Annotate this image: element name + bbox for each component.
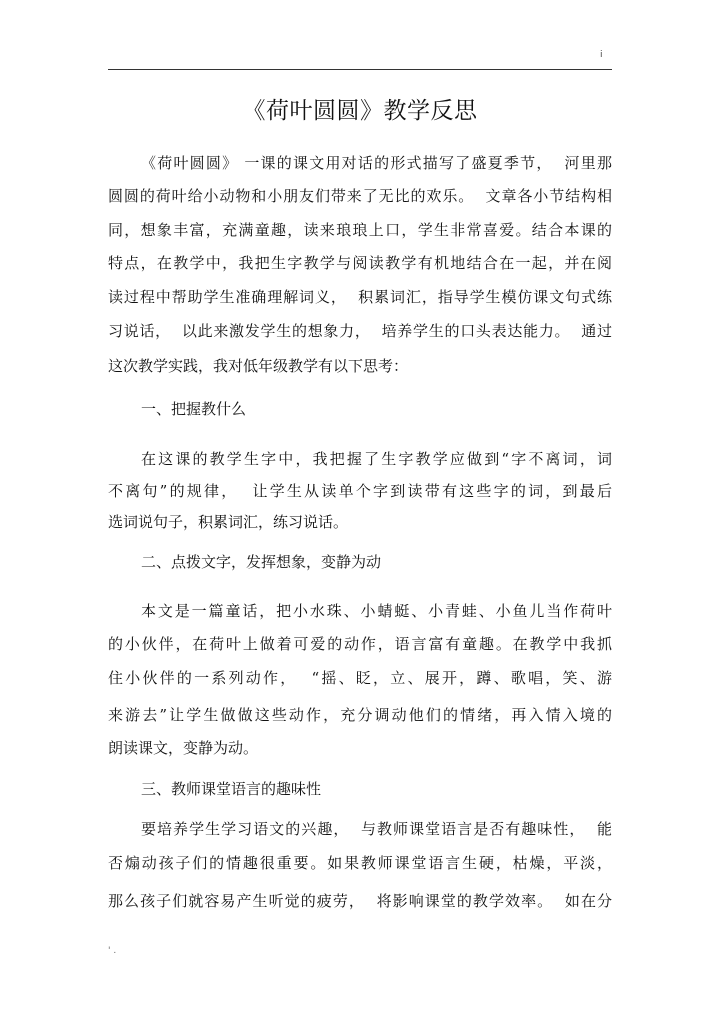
paragraph-1-line-6: 习说话， 以此来激发学生的想象力， 培养学生的口头表达能力。 通过 xyxy=(108,322,612,340)
section-heading-2: 二、点拨文字，发挥想象，变静为动 xyxy=(141,553,382,571)
section-heading-1: 一、把握教什么 xyxy=(141,400,247,418)
paragraph-1-line-4: 特点，在教学中，我把生字教学与阅读教学有机地结合在一起，并在阅 xyxy=(108,254,612,272)
paragraph-3-line-1: 本文是一篇童话，把小水珠、小蜻蜓、小青蛙、小鱼儿当作荷叶 xyxy=(141,602,612,620)
paragraph-1-line-2: 圆圆的荷叶给小动物和小朋友们带来了无比的欢乐。 文章各小节结构相 xyxy=(108,187,612,205)
paragraph-2-line-2: 不离句”的规律， 让学生从读单个字到读带有这些字的词，到最后 xyxy=(108,482,612,500)
paragraph-1-line-7: 这次教学实践，我对低年级教学有以下思考： xyxy=(108,357,409,375)
paragraph-3-line-5: 朗读课文，变静为动。 xyxy=(108,739,259,757)
paragraph-3-line-4: 来游去”让学生做做这些动作，充分调动他们的情绪，再入情入境的 xyxy=(108,706,612,724)
paragraph-4-line-1: 要培养学生学习语文的兴趣， 与教师课堂语言是否有趣味性， 能 xyxy=(141,820,612,838)
paragraph-1-line-1: 《荷叶圆圆》 一课的课文用对话的形式描写了盛夏季节， 河里那 xyxy=(141,154,612,172)
paragraph-1-line-3: 同，想象丰富，充满童趣，读来琅琅上口，学生非常喜爱。结合本课的 xyxy=(108,221,612,239)
paragraph-4-line-2: 否煽动孩子们的情趣很重要。如果教师课堂语言生硬，枯燥，平淡， xyxy=(108,854,612,872)
paragraph-2-line-3: 选词说句子，积累词汇，练习说话。 xyxy=(108,513,349,531)
header-rule xyxy=(108,69,612,70)
footer-mark: ' . xyxy=(108,946,117,956)
header-mark: i xyxy=(600,50,603,60)
paragraph-2-line-1: 在这课的教学生字中，我把握了生字教学应做到“字不离词，词 xyxy=(141,450,612,468)
paragraph-3-line-3: 住小伙伴的一系列动作， “摇、眨，立、展开，蹲、歌唱，笑、游 xyxy=(108,669,612,687)
section-heading-3: 三、教师课堂语言的趣味性 xyxy=(141,780,322,798)
page-title: 《荷叶圆圆》教学反思 xyxy=(242,98,478,124)
paragraph-1-line-5: 读过程中帮助学生准确理解词义， 积累词汇，指导学生模仿课文句式练 xyxy=(108,288,612,306)
paragraph-4-line-3: 那么孩子们就容易产生听觉的疲劳， 将影响课堂的教学效率。 如在分 xyxy=(108,892,612,910)
paragraph-3-line-2: 的小伙伴，在荷叶上做着可爱的动作，语言富有童趣。在教学中我抓 xyxy=(108,635,612,653)
